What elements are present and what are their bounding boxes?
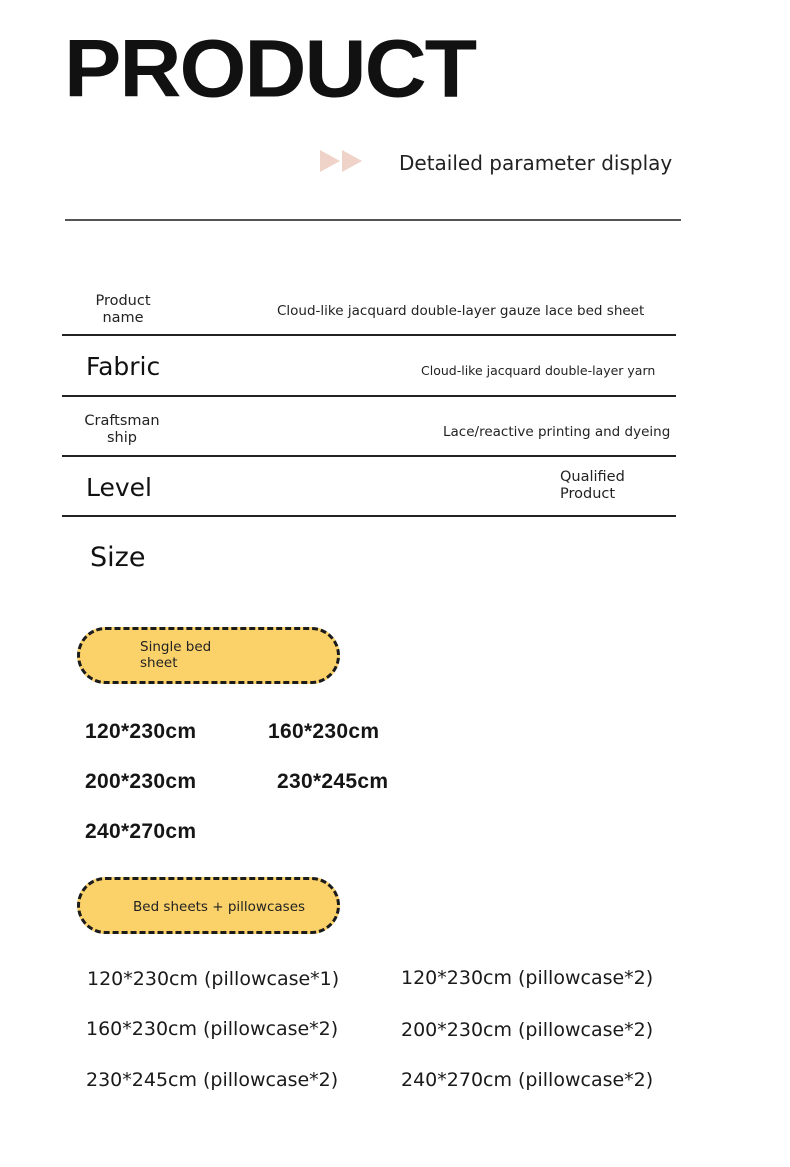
set-size-item: 120*230cm (pillowcase*1) [87,968,340,990]
single-size-item: 160*230cm [268,720,380,743]
set-size-item: 230*245cm (pillowcase*2) [86,1069,339,1091]
param-value-craftsmanship: Lace/reactive printing and dyeing [443,424,671,440]
single-size-item: 230*245cm [277,770,389,793]
param-value-fabric: Cloud-like jacquard double-layer yarn [421,363,656,378]
set-size-item: 120*230cm (pillowcase*2) [401,967,654,989]
table-divider [62,395,676,397]
single-bed-sheet-label: Single bed sheet [140,639,212,671]
header-divider [65,219,681,221]
table-divider [62,455,676,457]
set-size-item: 200*230cm (pillowcase*2) [401,1019,654,1041]
table-divider [62,515,676,517]
single-size-item: 240*270cm [85,820,197,843]
single-bed-sheet-badge [77,627,340,684]
set-size-item: 160*230cm (pillowcase*2) [86,1018,339,1040]
param-label-fabric: Fabric [86,352,161,381]
single-size-item: 120*230cm [85,720,197,743]
double-chevron-right-icon [318,148,366,174]
param-label-craftsmanship: Craftsmanship [84,413,160,446]
set-size-item: 240*270cm (pillowcase*2) [401,1069,654,1091]
page-title: PRODUCT [64,23,476,115]
table-divider [62,334,676,336]
section-subtitle: Detailed parameter display [399,151,673,175]
param-label-product-name: Product name [95,293,151,326]
param-label-level: Level [86,473,152,502]
bed-sheet-set-label: Bed sheets + pillowcases [133,899,306,915]
param-value-level: Qualified Product [560,469,625,502]
param-value-product-name: Cloud-like jacquard double-layer gauze lace bed sheet [277,303,645,319]
single-size-item: 200*230cm [85,770,197,793]
size-heading: Size [90,542,146,573]
bed-sheet-set-badge [77,877,340,934]
